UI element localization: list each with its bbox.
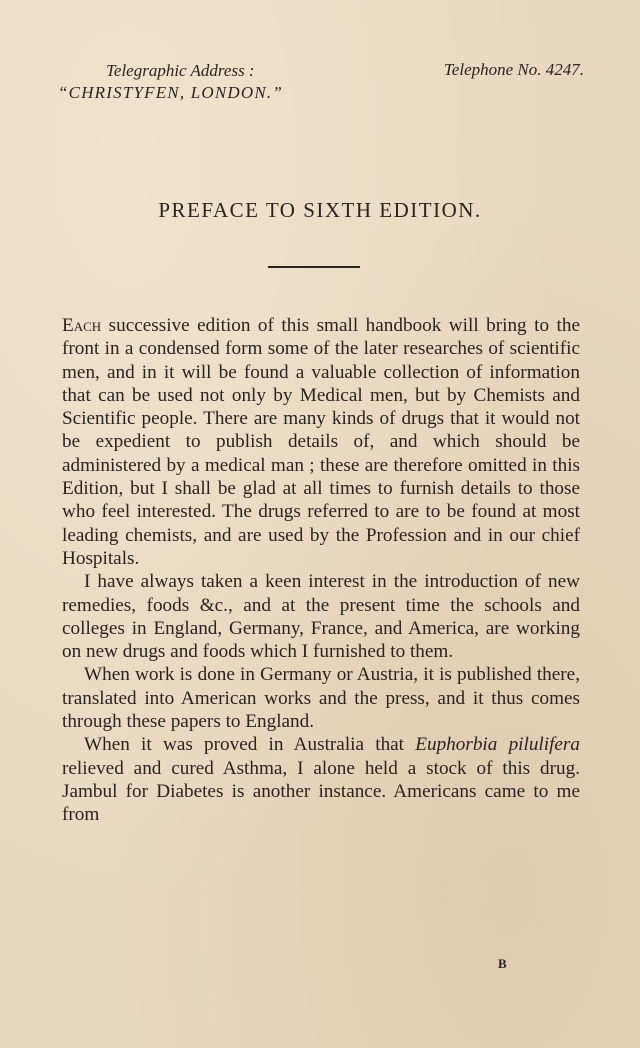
telegraphic-address-block: [58, 60, 283, 104]
paragraph-4: [62, 733, 580, 826]
telegraphic-address-value: “CHRISTYFEN, LONDON.”: [58, 83, 283, 102]
paragraph-1: [62, 314, 580, 570]
signature-mark: B: [498, 956, 507, 971]
preface-body: [62, 314, 580, 827]
telegraphic-address-label: Telegraphic Address :: [106, 61, 255, 80]
title-rule-divider: [268, 266, 360, 268]
paragraph-1-first-word: Each: [62, 315, 102, 336]
paragraph-4-text-after: relieved and cured Asthma, I alone held a stock of this drug. Jambul for Diabetes is another instance. Americans came to me from: [62, 757, 580, 826]
paragraph-3: When work is done in Germany or Austria, it is published there, translated into American works and the press, and it thus comes through these papers to England.: [62, 664, 580, 733]
page-title: PREFACE TO SIXTH EDITION.: [158, 198, 482, 222]
paragraph-1-text: successive edition of this small handbook will bring to the front in a condensed form some of the later researches of scientific men, and in it will be found a valuable collection of information that can be used not only by Medical men, but by Chemists and Scientific people. There are many kinds of drugs that it would not be expedient to publish details of, and which should be administered by a medical man ; these are therefore omitted in this Edition, but I shall be glad at all times to furnish details to those who feel interested. The drugs referred to are to be found at most leading chemists, and are used by the Profession and in our chief Hospitals.: [62, 315, 580, 569]
telephone-number: Telephone No. 4247.: [443, 60, 584, 79]
paragraph-4-text-before: When it was proved in Australia that: [84, 734, 416, 756]
paragraph-4-italic-drug-name: Euphorbia pilulifera: [415, 734, 580, 756]
paragraph-2: I have always taken a keen interest in the introduction of new remedies, foods &c., and at the present time the schools and colleges in England, Germany, France, and America, are working on new drugs and foods which I furnished to them.: [62, 571, 580, 663]
